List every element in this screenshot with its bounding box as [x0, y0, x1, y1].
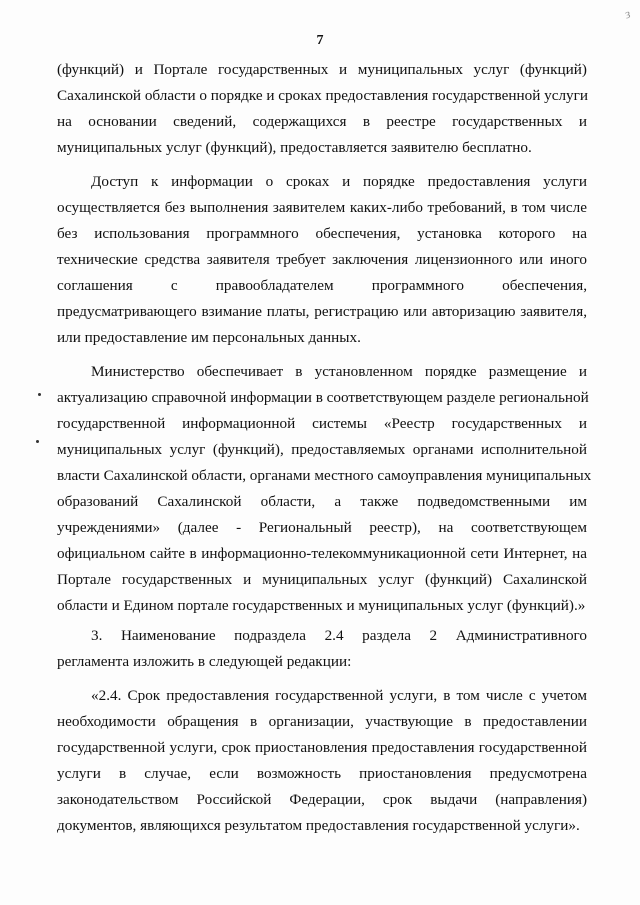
text-line: Министерство обеспечивает в установленном порядке размещение и: [91, 363, 587, 380]
text-line: учреждениями» (далее - Региональный реестр), на соответствующем: [57, 519, 587, 536]
text-line: Сахалинской области о порядке и сроках предоставления государственной услуги: [57, 87, 588, 104]
text-line: услуги в случае, если возможность приостановления предусмотрена: [57, 765, 587, 782]
text-line: Доступ к информации о сроках и порядке предоставления услуги: [91, 173, 587, 190]
paragraph: [57, 169, 587, 351]
text-line: государственной услуги, срок приостановления предоставления государственной: [57, 739, 587, 756]
scan-speck: [36, 440, 39, 443]
document-body: [57, 57, 592, 839]
text-line: предусматривающего взимание платы, регистрацию или авторизацию заявителя,: [57, 303, 587, 320]
text-line: власти Сахалинской области, органами местного самоуправления муниципальных: [57, 467, 592, 484]
text-line: Портале государственных и муниципальных услуг (функций) Сахалинской: [57, 571, 587, 588]
text-line: соглашения с правообладателем программного обеспечения,: [57, 277, 587, 294]
paragraph: [57, 359, 592, 619]
amendment-item: [57, 623, 587, 675]
text-line: (функций) и Портале государственных и муниципальных услуг (функций): [57, 61, 587, 78]
quoted-section-heading: [57, 683, 587, 839]
text-line: 3. Наименование подраздела 2.4 раздела 2 Административного: [91, 627, 587, 644]
text-line: законодательством Российской Федерации, срок выдачи (направления): [57, 791, 587, 808]
text-line: актуализацию справочной информации в соответствующем разделе региональной: [57, 389, 589, 406]
scan-speck: [38, 393, 41, 396]
corner-handwritten-mark: з: [622, 5, 633, 22]
text-line: «2.4. Срок предоставления государственной услуги, в том числе с учетом: [91, 687, 587, 704]
text-line: образований Сахалинской области, а также подведомственными им: [57, 493, 587, 510]
text-line: государственной информационной системы «Реестр государственных и: [57, 415, 587, 432]
page-number: 7: [316, 33, 324, 48]
text-line: регламента изложить в следующей редакции:: [57, 653, 352, 670]
text-line: муниципальных услуг (функций), предоставляется заявителю бесплатно.: [57, 139, 532, 156]
text-line: без использования программного обеспечения, установка которого на: [57, 225, 587, 242]
text-line: или предоставление им персональных данных.: [57, 329, 361, 346]
text-line: на основании сведений, содержащихся в реестре государственных и: [57, 113, 587, 130]
text-line: документов, являющихся результатом предоставления государственной услуги».: [57, 817, 580, 834]
paragraph: [57, 57, 587, 161]
text-line: необходимости обращения в организации, участвующие в предоставлении: [57, 713, 587, 730]
text-line: технические средства заявителя требует заключения лицензионного или иного: [57, 251, 587, 268]
text-line: области и Едином портале государственных и муниципальных услуг (функций).»: [57, 597, 586, 614]
text-line: осуществляется без выполнения заявителем каких-либо требований, в том числе: [57, 199, 587, 216]
text-line: официальном сайте в информационно-телекоммуникационной сети Интернет, на: [57, 545, 587, 562]
text-line: муниципальных услуг (функций), предоставляемых органами исполнительной: [57, 441, 587, 458]
